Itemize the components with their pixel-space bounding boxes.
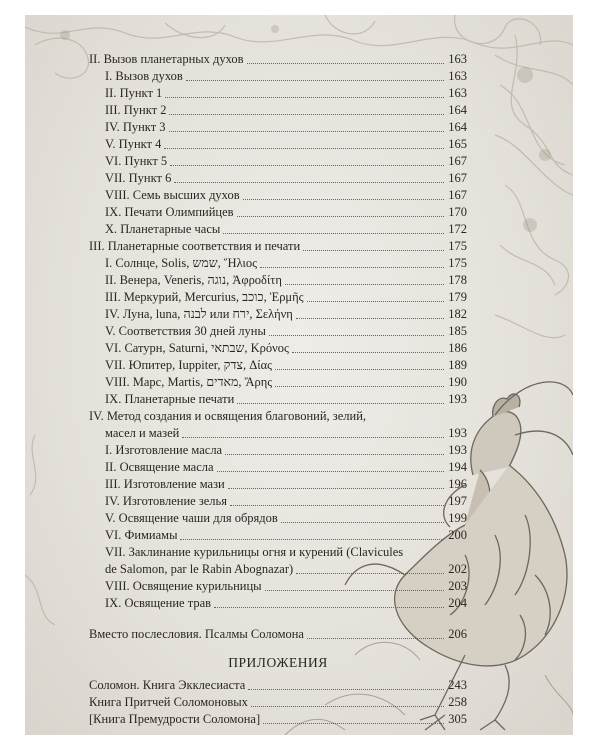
toc-entry-page: 200: [448, 528, 467, 542]
toc-entry-title: de Salomon, par le Rabin Abognazar): [105, 562, 294, 576]
toc-entry-title: I. Солнце, Solis, שמש, Ἥλιος: [105, 256, 258, 270]
toc-entry-page: 193: [448, 392, 467, 406]
toc-entry-title: IV. Луна, luna, לבנה или ירח, Σελήνη: [105, 307, 293, 321]
toc-entry-page: 164: [448, 103, 467, 117]
toc-entry-page: 199: [448, 511, 467, 525]
toc-entry-title: [Книга Премудрости Соломона]: [89, 712, 261, 726]
toc-entry-title: I. Вызов духов: [105, 69, 183, 83]
toc-entry: [89, 694, 467, 710]
toc-entry-title: VIII. Семь высших духов: [105, 188, 240, 202]
toc-entry-page: 196: [448, 477, 467, 491]
toc-entry-page: 305: [448, 712, 467, 726]
toc-entry-title: II. Вызов планетарных духов: [89, 52, 244, 66]
toc-entry-page: 164: [448, 120, 467, 134]
toc-entry-title: III. Пункт 2: [105, 103, 167, 117]
toc-entry-page: 197: [448, 494, 467, 508]
toc-entry-page: 258: [448, 695, 467, 709]
toc-entry-page: 163: [448, 69, 467, 83]
toc-entry-page: 179: [448, 290, 467, 304]
toc-entry-title-line1: IV. Метод создания и освящения благовоний, зелий,: [89, 409, 367, 423]
toc-entry-title: VII. Юпитер, Iuppiter, צדק, Δίας: [105, 358, 273, 372]
toc-entry-title: VI. Сатурн, Saturni, שבתאי, Κρόνος: [105, 341, 290, 355]
toc-entry-title: VI. Фимиамы: [105, 528, 178, 542]
dot-leader: [263, 722, 444, 724]
toc-entry-page: 170: [448, 205, 467, 219]
toc-entry-page: 175: [448, 256, 467, 270]
toc-entry-page: 185: [448, 324, 467, 338]
toc-entry-page: 202: [448, 562, 467, 576]
toc-entry-title: VIII. Марс, Martis, מאדים, Ἄρης: [105, 375, 273, 389]
toc-entry-page: 193: [448, 443, 467, 457]
toc-entry-page: 167: [448, 154, 467, 168]
toc-entry-page: 203: [448, 579, 467, 593]
dot-leader: [251, 705, 444, 707]
toc-entry-page: 175: [448, 239, 467, 253]
toc-entry-title: V. Освящение чаши для обрядов: [105, 511, 278, 525]
toc-entry-title: V. Пункт 4: [105, 137, 162, 151]
toc-entry-page: 243: [448, 678, 467, 692]
toc-entry-page: 189: [448, 358, 467, 372]
toc-entry-title: III. Планетарные соответствия и печати: [89, 239, 301, 253]
toc-entry-title: IX. Планетарные печати: [105, 392, 235, 406]
dot-leader: [307, 637, 444, 639]
toc-entry-title: III. Меркурий, Mercurius, כוכב, Ἑρμῆς: [105, 290, 304, 304]
toc-entry-title: II. Освящение масла: [105, 460, 214, 474]
toc-entry-title: VII. Пункт 6: [105, 171, 172, 185]
toc-entry-title: X. Планетарные часы: [105, 222, 221, 236]
toc-entry: [89, 677, 467, 693]
toc-entry-page: 193: [448, 426, 467, 440]
toc-entry-page: 172: [448, 222, 467, 236]
toc-entry-title: Соломон. Книга Экклесиаста: [89, 678, 246, 692]
toc-entry-title: IV. Пункт 3: [105, 120, 166, 134]
toc-entry-page: 182: [448, 307, 467, 321]
appendix-heading: ПРИЛОЖЕНИЯ: [228, 655, 328, 670]
toc-entry-page: 194: [448, 460, 467, 474]
toc-entry-page: 163: [448, 86, 467, 100]
toc-entry-title: II. Венера, Veneris, נוגה, Ἀφροδίτη: [105, 273, 282, 287]
toc-entry-title: масел и мазей: [105, 426, 180, 440]
toc-entry-page: 178: [448, 273, 467, 287]
toc-entry-title: Вместо послесловия. Псалмы Соломона: [89, 627, 304, 641]
toc-entry-page: 167: [448, 171, 467, 185]
toc-entry-title: VIII. Освящение курильницы: [105, 579, 262, 593]
toc-lower-section: [25, 15, 573, 735]
dot-leader: [248, 688, 444, 690]
toc-entry-page: 206: [448, 627, 467, 641]
toc-entry: [89, 711, 467, 727]
toc-entry-title: IX. Освящение трав: [105, 596, 212, 610]
toc-entry-title: II. Пункт 1: [105, 86, 163, 100]
toc-entry-page: 163: [448, 52, 467, 66]
toc-entry-title: V. Соответствия 30 дней луны: [105, 324, 266, 338]
toc-entry-page: 204: [448, 596, 467, 610]
toc-entry-title: III. Изготовление мази: [105, 477, 225, 491]
toc-entry-title: IX. Печати Олимпийцев: [105, 205, 234, 219]
toc-entry-title-line1: VII. Заклинание курильницы огня и курений (Clavicules: [105, 545, 404, 559]
toc-entry-page: 190: [448, 375, 467, 389]
toc-entry-title: VI. Пункт 5: [105, 154, 168, 168]
toc-entry-title: I. Изготовление масла: [105, 443, 223, 457]
toc-entry-page: 165: [448, 137, 467, 151]
toc-entry-page: 186: [448, 341, 467, 355]
toc-entry-page: 167: [448, 188, 467, 202]
toc-entry-title: Книга Притчей Соломоновых: [89, 695, 248, 709]
toc-entry-title: IV. Изготовление зелья: [105, 494, 227, 508]
toc-entry: [89, 626, 467, 642]
